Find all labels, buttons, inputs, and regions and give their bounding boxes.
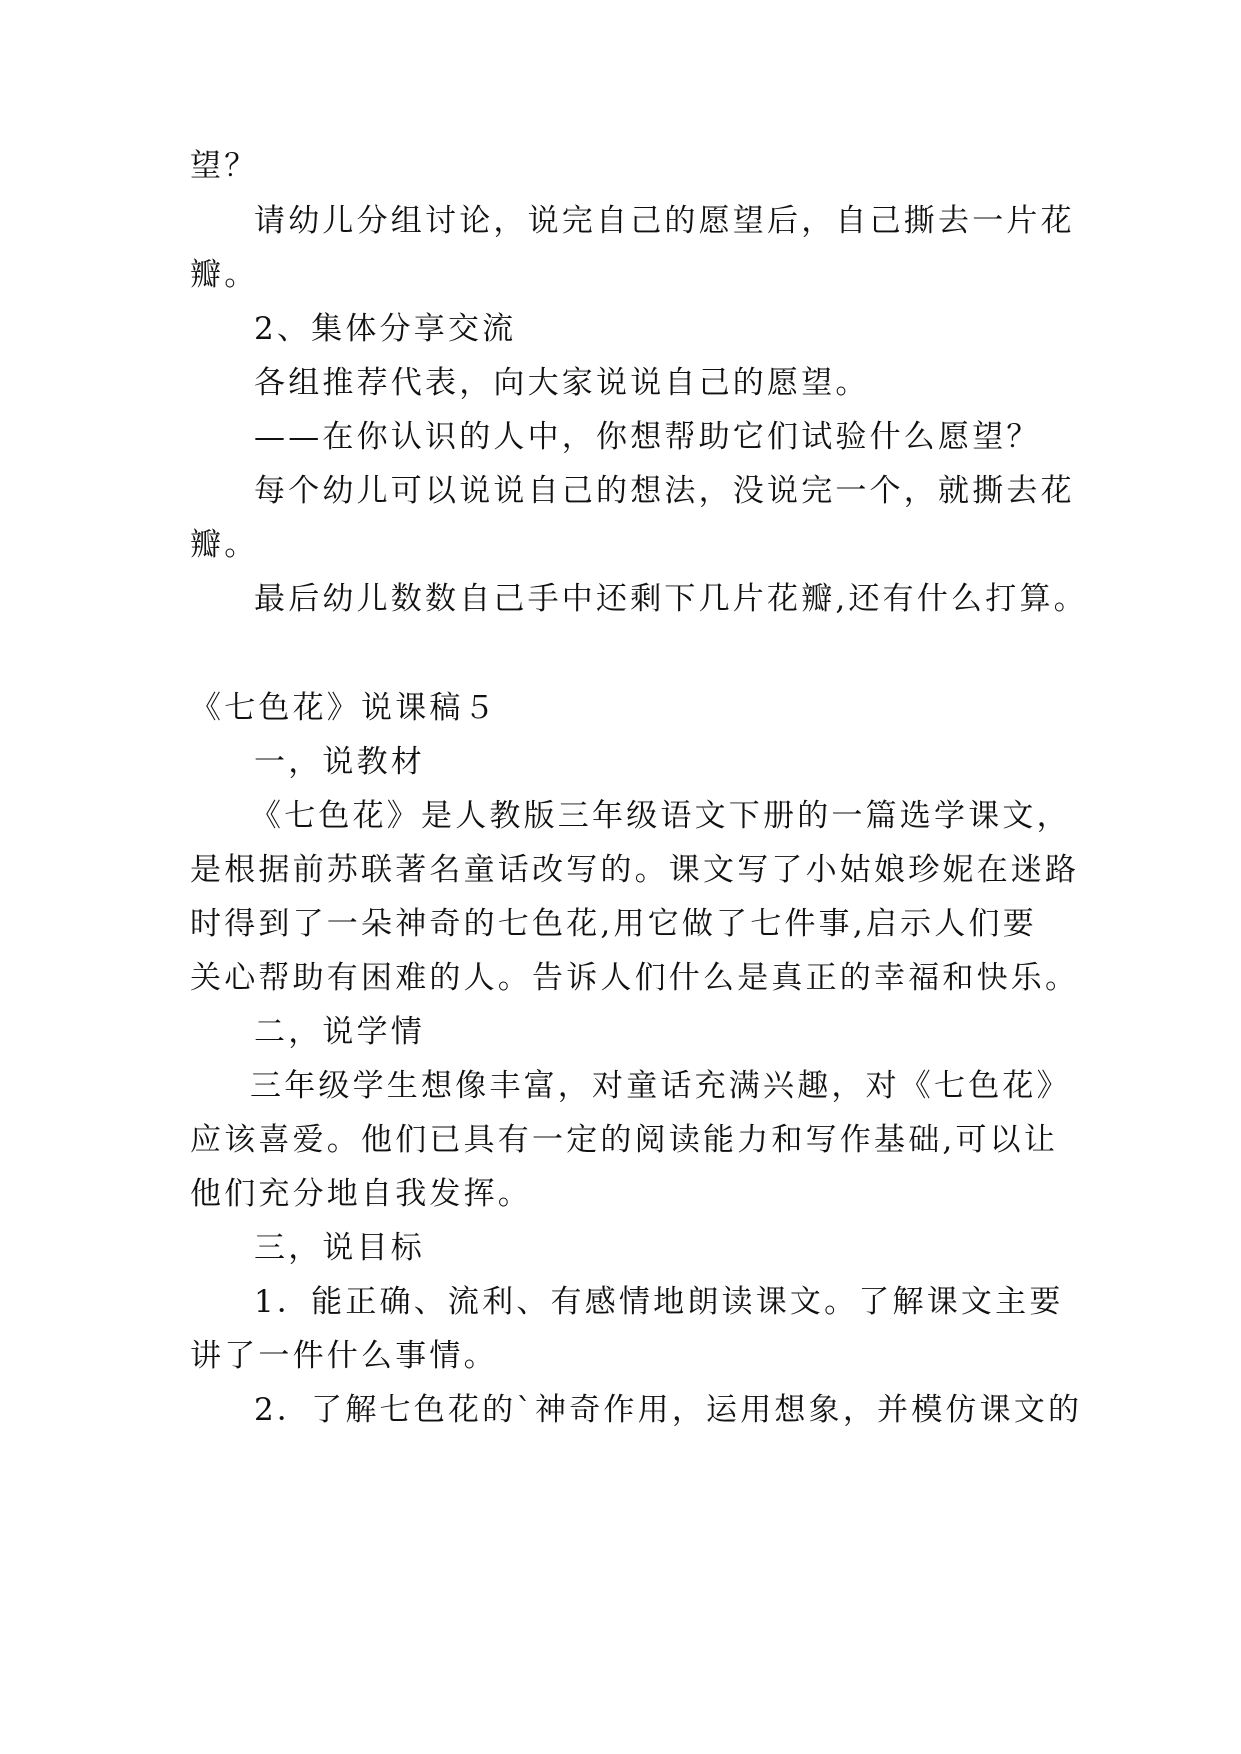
text-line: 2．了解七色花的`神奇作用，运用想象，并模仿课文的: [254, 1392, 1083, 1428]
text-line: 《七色花》是人教版三年级语文下册的一篇选学课文，: [250, 798, 1071, 834]
text-line: 时得到了一朵神奇的七色花,用它做了七件事,启示人们要: [190, 906, 1037, 942]
text-line: 关心帮助有困难的人。告诉人们什么是真正的幸福和快乐。: [190, 960, 1080, 996]
text-line: 三年级学生想像丰富，对童话充满兴趣，对《七色花》: [250, 1068, 1071, 1104]
text-line: 瓣。: [190, 527, 259, 563]
text-line: 各组推荐代表，向大家说说自己的愿望。: [254, 365, 870, 401]
document-title: 《七色花》说课稿５: [190, 690, 498, 726]
section-heading: 二，说学情: [254, 1014, 425, 1050]
text-line: 每个幼儿可以说说自己的想法，没说完一个，就撕去花: [254, 473, 1075, 509]
text-line: 是根据前苏联著名童话改写的。课文写了小姑娘珍妮在迷路: [190, 852, 1080, 888]
text-line: 他们充分地自我发挥。: [190, 1176, 532, 1212]
text-line: ——在你认识的人中，你想帮助它们试验什么愿望？: [254, 419, 1041, 455]
text-line: 最后幼儿数数自己手中还剩下几片花瓣,还有什么打算。: [254, 581, 1088, 617]
section-heading: 一，说教材: [254, 744, 425, 780]
text-line: 1．能正确、流利、有感情地朗读课文。了解课文主要: [254, 1284, 1064, 1320]
text-line: 瓣。: [190, 257, 259, 293]
text-line: 讲了一件什么事情。: [190, 1338, 498, 1374]
text-line: 应该喜爱。他们已具有一定的阅读能力和写作基础,可以让: [190, 1122, 1059, 1158]
section-heading: 2、集体分享交流: [254, 311, 517, 347]
text-line: 请幼儿分组讨论，说完自己的愿望后，自己撕去一片花: [254, 203, 1075, 239]
text-line: 望？: [190, 148, 259, 184]
section-heading: 三，说目标: [254, 1230, 425, 1266]
